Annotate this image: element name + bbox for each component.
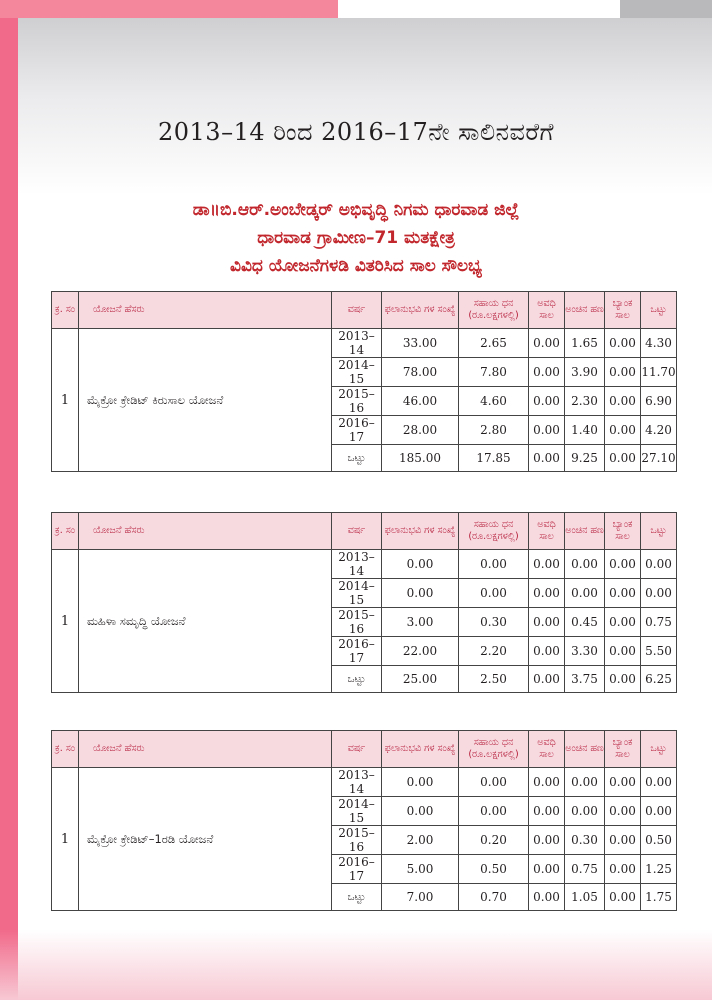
cell-margin: 3.30 — [565, 637, 605, 666]
cell-total: 27.10 — [641, 445, 677, 472]
cell-subsidy: 2.20 — [459, 637, 529, 666]
header-subsidy: ಸಹಾಯ ಧನ (ರೂ.ಲಕ್ಷಗಳಲ್ಲಿ) — [459, 292, 529, 329]
header-sl: ಕ್ರ. ಸಂ — [52, 292, 79, 329]
cell-total: 1.75 — [641, 884, 677, 911]
cell-margin: 0.45 — [565, 608, 605, 637]
cell-total: 0.75 — [641, 608, 677, 637]
cell-total: 6.25 — [641, 666, 677, 693]
cell-margin: 1.65 — [565, 329, 605, 358]
cell-bank-loan: 0.00 — [605, 666, 641, 693]
header-margin: ಅಂಚಿನ ಹಣ — [565, 731, 605, 768]
header-year: ವರ್ಷ — [332, 513, 382, 550]
cell-term-loan: 0.00 — [529, 387, 565, 416]
cell-total: 1.25 — [641, 855, 677, 884]
header-margin: ಅಂಚಿನ ಹಣ — [565, 513, 605, 550]
header-sl: ಕ್ರ. ಸಂ — [52, 513, 79, 550]
cell-subsidy: 0.50 — [459, 855, 529, 884]
cell-subsidy: 0.30 — [459, 608, 529, 637]
serial-number: 1 — [52, 768, 79, 911]
cell-bank-loan: 0.00 — [605, 445, 641, 472]
header-bank-loan: ಬ್ಯಾಂಕ ಸಾಲ — [605, 731, 641, 768]
cell-margin: 1.05 — [565, 884, 605, 911]
cell-year: 2014–15 — [332, 797, 382, 826]
cell-term-loan: 0.00 — [529, 855, 565, 884]
cell-term-loan: 0.00 — [529, 329, 565, 358]
header-year: ವರ್ಷ — [332, 292, 382, 329]
left-pink-strip — [0, 18, 18, 1000]
cell-margin: 0.00 — [565, 579, 605, 608]
table-header-row — [52, 292, 677, 329]
cell-year: 2016–17 — [332, 855, 382, 884]
table-header-row — [52, 513, 677, 550]
cell-total-label: ಒಟ್ಟು — [332, 445, 382, 472]
cell-term-loan: 0.00 — [529, 550, 565, 579]
table-row — [52, 550, 677, 579]
cell-bank-loan: 0.00 — [605, 329, 641, 358]
header-subsidy: ಸಹಾಯ ಧನ (ರೂ.ಲಕ್ಷಗಳಲ್ಲಿ) — [459, 731, 529, 768]
bottom-fade — [0, 930, 712, 1000]
cell-bank-loan: 0.00 — [605, 797, 641, 826]
cell-beneficiaries: 28.00 — [382, 416, 459, 445]
header-name: ಯೋಜನೆ ಹೆಸರು — [79, 731, 332, 768]
subtitle-line-3: ವಿವಿಧ ಯೋಜನೆಗಳಡಿ ವಿತರಿಸಿದ ಸಾಲ ಸೌಲಭ್ಯ — [229, 256, 482, 276]
top-pink-band — [0, 0, 338, 18]
header-term-loan: ಅವಧಿ ಸಾಲ — [529, 513, 565, 550]
cell-beneficiaries: 185.00 — [382, 445, 459, 472]
cell-subsidy: 2.65 — [459, 329, 529, 358]
header-beneficiaries: ಫಲಾನುಭವಿ ಗಳ ಸಂಖ್ಯೆ — [382, 731, 459, 768]
cell-total: 5.50 — [641, 637, 677, 666]
cell-beneficiaries: 0.00 — [382, 797, 459, 826]
header-bank-loan: ಬ್ಯಾಂಕ ಸಾಲ — [605, 292, 641, 329]
cell-total: 11.70 — [641, 358, 677, 387]
cell-beneficiaries: 0.00 — [382, 550, 459, 579]
cell-subsidy: 0.00 — [459, 550, 529, 579]
cell-beneficiaries: 78.00 — [382, 358, 459, 387]
cell-year: 2016–17 — [332, 637, 382, 666]
cell-subsidy: 2.50 — [459, 666, 529, 693]
cell-margin: 9.25 — [565, 445, 605, 472]
cell-total-label: ಒಟ್ಟು — [332, 666, 382, 693]
cell-bank-loan: 0.00 — [605, 855, 641, 884]
cell-bank-loan: 0.00 — [605, 826, 641, 855]
cell-term-loan: 0.00 — [529, 826, 565, 855]
cell-term-loan: 0.00 — [529, 416, 565, 445]
cell-beneficiaries: 22.00 — [382, 637, 459, 666]
cell-beneficiaries: 33.00 — [382, 329, 459, 358]
cell-term-loan: 0.00 — [529, 884, 565, 911]
table-header-row — [52, 731, 677, 768]
cell-year: 2013–14 — [332, 768, 382, 797]
cell-subsidy: 0.00 — [459, 768, 529, 797]
cell-total-label: ಒಟ್ಟು — [332, 884, 382, 911]
cell-subsidy: 0.00 — [459, 579, 529, 608]
cell-term-loan: 0.00 — [529, 768, 565, 797]
scheme-name: ಮೈಕ್ರೋ ಕ್ರೇಡಿಟ್ ಕಿರುಸಾಲ ಯೋಜನೆ — [79, 329, 332, 472]
cell-year: 2015–16 — [332, 387, 382, 416]
cell-bank-loan: 0.00 — [605, 579, 641, 608]
scheme-table-3 — [51, 730, 677, 911]
scheme-table-1 — [51, 291, 677, 472]
cell-term-loan: 0.00 — [529, 608, 565, 637]
cell-margin: 0.00 — [565, 550, 605, 579]
cell-margin: 0.00 — [565, 797, 605, 826]
cell-subsidy: 17.85 — [459, 445, 529, 472]
scheme-name: ಮಹಿಳಾ ಸಮೃದ್ಧಿ ಯೋಜನೆ — [79, 550, 332, 693]
cell-beneficiaries: 3.00 — [382, 608, 459, 637]
cell-beneficiaries: 0.00 — [382, 579, 459, 608]
header-sl: ಕ್ರ. ಸಂ — [52, 731, 79, 768]
cell-total: 0.00 — [641, 768, 677, 797]
header-term-loan: ಅವಧಿ ಸಾಲ — [529, 731, 565, 768]
cell-total: 4.30 — [641, 329, 677, 358]
header-total: ಒಟ್ಟು — [641, 292, 677, 329]
cell-bank-loan: 0.00 — [605, 550, 641, 579]
cell-total: 0.00 — [641, 797, 677, 826]
cell-bank-loan: 0.00 — [605, 637, 641, 666]
cell-total: 0.50 — [641, 826, 677, 855]
page-title: 2013–14 ರಿಂದ 2016–17ನೇ ಸಾಲಿನವರೆಗೆ — [157, 118, 554, 146]
cell-subsidy: 2.80 — [459, 416, 529, 445]
scheme-name: ಮೈಕ್ರೋ ಕ್ರೇಡಿಟ್–1ರಡಿ ಯೋಜನೆ — [79, 768, 332, 911]
cell-subsidy: 7.80 — [459, 358, 529, 387]
cell-term-loan: 0.00 — [529, 579, 565, 608]
cell-total: 0.00 — [641, 550, 677, 579]
header-beneficiaries: ಫಲಾನುಭವಿ ಗಳ ಸಂಖ್ಯೆ — [382, 292, 459, 329]
cell-bank-loan: 0.00 — [605, 608, 641, 637]
cell-total: 6.90 — [641, 387, 677, 416]
cell-bank-loan: 0.00 — [605, 387, 641, 416]
cell-year: 2014–15 — [332, 358, 382, 387]
cell-term-loan: 0.00 — [529, 797, 565, 826]
table-row — [52, 329, 677, 358]
cell-bank-loan: 0.00 — [605, 884, 641, 911]
serial-number: 1 — [52, 550, 79, 693]
cell-total: 0.00 — [641, 579, 677, 608]
subtitle-line-2: ಧಾರವಾಡ ಗ್ರಾಮೀಣ–71 ಮತಕ್ಷೇತ್ರ — [257, 228, 455, 248]
header-total: ಒಟ್ಟು — [641, 513, 677, 550]
table-row — [52, 768, 677, 797]
cell-margin: 1.40 — [565, 416, 605, 445]
cell-beneficiaries: 46.00 — [382, 387, 459, 416]
cell-year: 2015–16 — [332, 608, 382, 637]
cell-year: 2013–14 — [332, 329, 382, 358]
cell-subsidy: 4.60 — [459, 387, 529, 416]
cell-subsidy: 0.20 — [459, 826, 529, 855]
cell-beneficiaries: 7.00 — [382, 884, 459, 911]
header-bank-loan: ಬ್ಯಾಂಕ ಸಾಲ — [605, 513, 641, 550]
top-grey-band — [620, 0, 712, 18]
cell-margin: 3.75 — [565, 666, 605, 693]
header-year: ವರ್ಷ — [332, 731, 382, 768]
header-name: ಯೋಜನೆ ಹೆಸರು — [79, 292, 332, 329]
scheme-table-2 — [51, 512, 677, 693]
header-total: ಒಟ್ಟು — [641, 731, 677, 768]
cell-bank-loan: 0.00 — [605, 358, 641, 387]
cell-term-loan: 0.00 — [529, 666, 565, 693]
cell-subsidy: 0.00 — [459, 797, 529, 826]
cell-beneficiaries: 0.00 — [382, 768, 459, 797]
cell-margin: 0.00 — [565, 768, 605, 797]
cell-total: 4.20 — [641, 416, 677, 445]
cell-subsidy: 0.70 — [459, 884, 529, 911]
cell-margin: 2.30 — [565, 387, 605, 416]
cell-beneficiaries: 2.00 — [382, 826, 459, 855]
cell-beneficiaries: 5.00 — [382, 855, 459, 884]
cell-margin: 3.90 — [565, 358, 605, 387]
cell-year: 2013–14 — [332, 550, 382, 579]
cell-beneficiaries: 25.00 — [382, 666, 459, 693]
cell-year: 2014–15 — [332, 579, 382, 608]
header-term-loan: ಅವಧಿ ಸಾಲ — [529, 292, 565, 329]
cell-bank-loan: 0.00 — [605, 768, 641, 797]
cell-year: 2015–16 — [332, 826, 382, 855]
cell-year: 2016–17 — [332, 416, 382, 445]
cell-term-loan: 0.00 — [529, 445, 565, 472]
cell-margin: 0.75 — [565, 855, 605, 884]
serial-number: 1 — [52, 329, 79, 472]
header-subsidy: ಸಹಾಯ ಧನ (ರೂ.ಲಕ್ಷಗಳಲ್ಲಿ) — [459, 513, 529, 550]
header-margin: ಅಂಚಿನ ಹಣ — [565, 292, 605, 329]
header-beneficiaries: ಫಲಾನುಭವಿ ಗಳ ಸಂಖ್ಯೆ — [382, 513, 459, 550]
cell-bank-loan: 0.00 — [605, 416, 641, 445]
cell-term-loan: 0.00 — [529, 637, 565, 666]
cell-term-loan: 0.00 — [529, 358, 565, 387]
cell-margin: 0.30 — [565, 826, 605, 855]
subtitle-line-1: ಡಾ॥ಬಿ.ಆರ್.ಅಂಬೇಡ್ಕರ್ ಅಭಿವೃದ್ಧಿ ನಿಗಮ ಧಾರವಾಡ ಜಿಲ್ಲೆ — [192, 200, 520, 220]
header-name: ಯೋಜನೆ ಹೆಸರು — [79, 513, 332, 550]
